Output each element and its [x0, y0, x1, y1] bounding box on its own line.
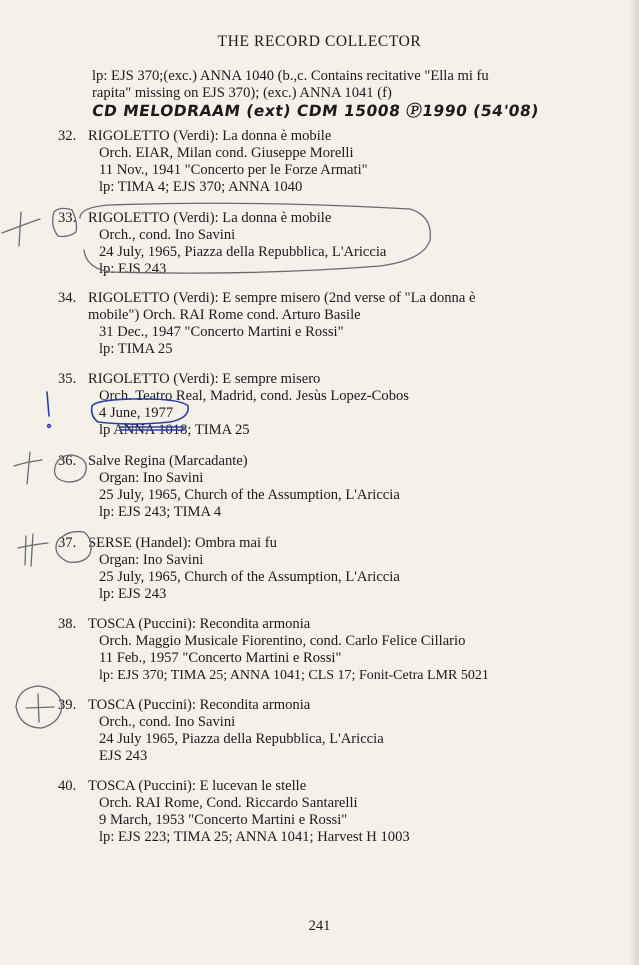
entry-detail: 11 Nov., 1941 "Concerto per le Forze Armati": [99, 162, 368, 178]
entry-detail: lp: TIMA 4; EJS 370; ANNA 1040: [99, 179, 303, 195]
entry-title: RIGOLETTO (Verdi): E sempre misero (2nd verse of "La donna è: [88, 290, 476, 306]
entry-detail: Orch. RAI Rome, Cond. Riccardo Santarelli: [99, 795, 358, 811]
continued-line: rapita" missing on EJS 370); (exc.) ANNA 1041 (f): [92, 85, 392, 101]
entry-title: TOSCA (Puccini): Recondita armonia: [88, 616, 311, 632]
entry-detail: lp: EJS 243: [99, 261, 167, 277]
entry-number: 34.: [58, 290, 77, 306]
entry-detail: 31 Dec., 1947 "Concerto Martini e Rossi": [99, 324, 344, 340]
entry-detail: 24 July, 1965, Piazza della Repubblica, L'Ariccia: [99, 244, 387, 260]
entry-detail: lp: EJS 370; TIMA 25; ANNA 1041; CLS 17; Fonit-Cetra LMR 5021: [99, 668, 489, 683]
entry-title: Salve Regina (Marcadante): [88, 453, 248, 469]
continued-line: lp: EJS 370;(exc.) ANNA 1040 (b.,c. Contains recitative "Ella mi fu: [92, 68, 489, 84]
entry-detail: Orch. Maggio Musicale Fiorentino, cond. Carlo Felice Cillario: [99, 633, 466, 649]
entry-detail: Orch., cond. Ino Savini: [99, 227, 236, 243]
entry-title: TOSCA (Puccini): Recondita armonia: [88, 697, 311, 713]
entry-number: 36.: [58, 453, 77, 469]
entry-detail: EJS 243: [99, 748, 148, 764]
entry-title: RIGOLETTO (Verdi): E sempre misero: [88, 371, 321, 387]
entry-detail: Organ: Ino Savini: [99, 470, 204, 486]
entry-detail: Orch., cond. Ino Savini: [99, 714, 236, 730]
entry-title: TOSCA (Puccini): E lucevan le stelle: [88, 778, 307, 794]
entry-detail: Orch. EIAR, Milan cond. Giuseppe Morelli: [99, 145, 354, 161]
entry-title: RIGOLETTO (Verdi): La donna è mobile: [88, 210, 332, 226]
entry-detail: 25 July, 1965, Church of the Assumption, L'Ariccia: [99, 487, 400, 503]
entry-detail: mobile") Orch. RAI Rome cond. Arturo Basile: [88, 307, 361, 323]
entry-detail: lp ANNA 1018; TIMA 25: [99, 422, 250, 438]
entry-detail: lp: EJS 243; TIMA 4: [99, 504, 222, 520]
continued-entry: [92, 68, 607, 121]
entry-detail: Orch. Teatro Real, Madrid, cond. Jesùs Lopez-Cobos: [99, 388, 409, 404]
entry-title: RIGOLETTO (Verdi): La donna è mobile: [88, 128, 332, 144]
entry-detail: 9 March, 1953 "Concerto Martini e Rossi": [99, 812, 348, 828]
pencil-mark-entry-39: [16, 686, 62, 728]
entry-number: 39.: [58, 697, 77, 713]
entry-detail: 25 July, 1965, Church of the Assumption, L'Ariccia: [99, 569, 400, 585]
entry-number: 33.: [58, 210, 77, 226]
entry-number: 35.: [58, 371, 77, 387]
entry-number: 32.: [58, 128, 77, 144]
entry-number: 37.: [58, 535, 77, 551]
entry-detail: lp: EJS 243: [99, 586, 167, 602]
entry-number: 38.: [58, 616, 77, 632]
handwritten-cd-note: CD MELODRAAM (ext) CDM 15008 Ⓟ1990 (54'08): [90, 102, 541, 120]
page-edge-shadow: [629, 0, 639, 965]
running-header: THE RECORD COLLECTOR: [217, 33, 422, 50]
entry-detail: lp: EJS 223; TIMA 25; ANNA 1041; Harvest H 1003: [99, 829, 410, 845]
entry-detail: 24 July 1965, Piazza della Repubblica, L'Ariccia: [99, 731, 384, 747]
entry-detail: lp: TIMA 25: [99, 341, 173, 357]
page-number: 241: [308, 918, 331, 934]
entry-number: 40.: [58, 778, 77, 794]
entry-detail: 11 Feb., 1957 "Concerto Martini e Rossi": [99, 650, 342, 666]
entry-detail: Organ: Ino Savini: [99, 552, 204, 568]
entry-detail: 4 June, 1977: [99, 405, 174, 421]
entry-title: SERSE (Handel): Ombra mai fu: [88, 535, 277, 551]
